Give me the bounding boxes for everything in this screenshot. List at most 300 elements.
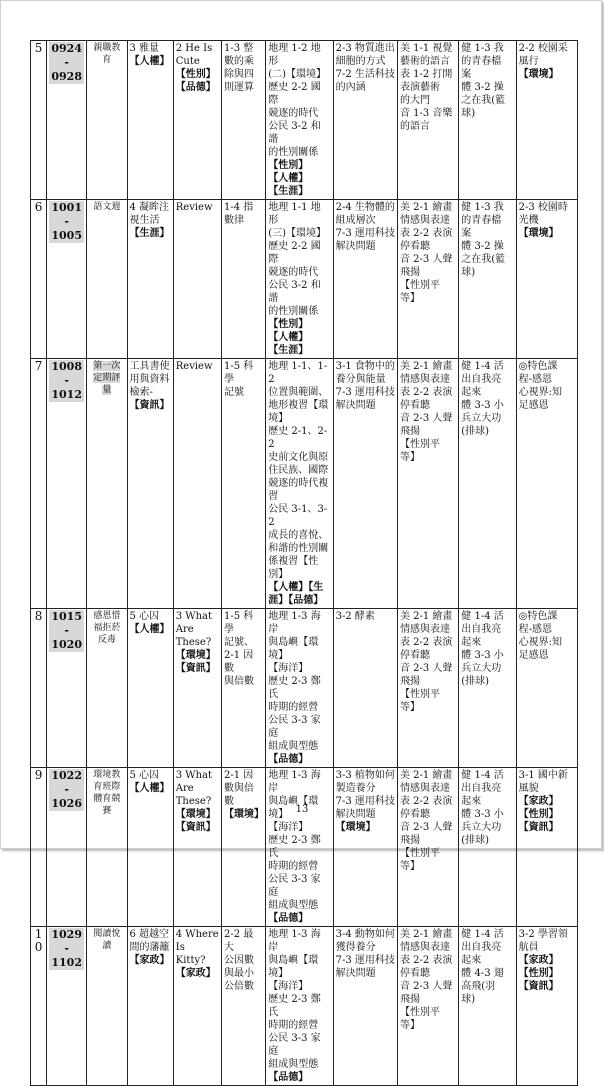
school-event: 感恩惜福拒菸反毒 bbox=[93, 611, 121, 645]
science-cell bbox=[333, 768, 397, 927]
integrative-unit-line: 3-1 國中新 bbox=[518, 770, 568, 781]
issue-tag: 【環境】 bbox=[518, 228, 559, 239]
social-unit-line: 位置與範圍、 bbox=[268, 387, 329, 398]
social-studies-cell bbox=[266, 200, 333, 359]
date-range-cell bbox=[47, 359, 87, 609]
arts-unit-line: 等】 bbox=[399, 861, 420, 872]
issue-tag: 【家政】 bbox=[175, 968, 216, 979]
school-event: 環境教育班際體育競賽 bbox=[93, 770, 121, 816]
math-unit-line: 除與四 bbox=[224, 69, 255, 80]
date-range-cell bbox=[47, 609, 87, 768]
issue-tag: 【性別】 bbox=[268, 319, 309, 330]
math-unit-line: 與最小 bbox=[224, 968, 255, 979]
social-unit-line: 公民 3-2 和諧 bbox=[268, 121, 321, 145]
math-unit-line: 1-5 科學 bbox=[224, 611, 254, 635]
date-range bbox=[49, 201, 84, 243]
health-unit-line: 球) bbox=[461, 994, 476, 1005]
social-unit-line: 歷史 2-1、2-2 bbox=[268, 426, 328, 450]
science-cell bbox=[333, 927, 397, 1086]
science-unit-line: 7-3 運用科技 bbox=[335, 228, 395, 239]
integrative-unit-line: 風貌 bbox=[518, 783, 539, 794]
english-cell bbox=[173, 609, 221, 768]
health-unit-line: 體 3-3 小 bbox=[461, 400, 504, 411]
social-unit-line: 【海洋】 bbox=[268, 822, 309, 833]
health-unit-line: 出自我亮 bbox=[461, 783, 502, 794]
social-unit-line: 組成與型態 bbox=[268, 741, 319, 752]
arts-unit-line: 停看聽 bbox=[399, 241, 430, 252]
arts-unit-line: 情感與表達 bbox=[399, 374, 450, 385]
science-unit-line: 3-4 動物如何 bbox=[335, 929, 395, 940]
table-body bbox=[31, 41, 578, 1086]
chinese-unit-line: 檢索- bbox=[129, 387, 153, 398]
date-end: 1020 bbox=[51, 638, 82, 651]
arts-unit-line: 表 1-2 打開 bbox=[399, 69, 453, 80]
health-unit-line: 健 1-4 活 bbox=[461, 611, 504, 622]
issue-tag: 【品德】 bbox=[268, 754, 309, 765]
health-unit-line: 體 3-3 小 bbox=[461, 650, 504, 661]
issue-tag: 【人權】 bbox=[129, 624, 170, 635]
health-pe-cell bbox=[459, 609, 516, 768]
social-studies-cell bbox=[266, 41, 333, 200]
date-range bbox=[49, 928, 84, 970]
health-unit-line: 起來 bbox=[461, 796, 482, 807]
social-studies-cell bbox=[266, 927, 333, 1086]
integrative-unit-line: ◎特色課 bbox=[518, 361, 558, 372]
arts-unit-line: 【性別平 bbox=[399, 689, 440, 700]
science-unit-line: 7-3 運用科技 bbox=[335, 796, 395, 807]
school-event-cell bbox=[87, 609, 127, 768]
arts-cell bbox=[397, 927, 458, 1086]
arts-unit-line: 音 2-3 人聲 bbox=[399, 663, 453, 674]
date-end: 1026 bbox=[51, 797, 82, 810]
science-unit-line: 7-2 生活科技 bbox=[335, 69, 395, 80]
health-unit-line: 球) bbox=[461, 267, 476, 278]
arts-unit-line: 音 2-3 人聲 bbox=[399, 981, 453, 992]
issue-tag: 【人權】 bbox=[268, 332, 309, 343]
arts-unit-line: 情感與表達 bbox=[399, 215, 450, 226]
science-unit-line: 3-1 食物中的 bbox=[335, 361, 395, 372]
issue-tag: 【人權】 bbox=[268, 173, 309, 184]
issue-tag: 【品德】 bbox=[175, 82, 216, 93]
arts-unit-line: 等】 bbox=[399, 1020, 420, 1031]
social-unit-line: 歷史 2-2 國際 bbox=[268, 82, 321, 106]
date-end: 1012 bbox=[51, 388, 82, 401]
science-unit-line: 7-3 運用科技 bbox=[335, 387, 395, 398]
english-unit-line: 3 What bbox=[175, 611, 213, 622]
science-unit-line: 2-3 物質進出 bbox=[335, 43, 395, 54]
health-unit-line: 健 1-4 活 bbox=[461, 929, 504, 940]
math-unit-line: 記號、 bbox=[224, 637, 255, 648]
health-unit-line: 的青春檔 bbox=[461, 56, 502, 67]
arts-unit-line: 飛揚 bbox=[399, 267, 420, 278]
science-unit-line: 2-4 生物體的 bbox=[335, 202, 395, 213]
social-unit-line: 與島嶼【環境】 bbox=[268, 955, 319, 979]
social-unit-line: 【海洋】 bbox=[268, 663, 309, 674]
social-unit-line: 競逐的時代 bbox=[268, 267, 319, 278]
chinese-unit-line: 5 心囚 bbox=[129, 770, 160, 781]
integrative-cell bbox=[516, 768, 577, 927]
arts-unit-line: 音 2-3 人聲 bbox=[399, 254, 453, 265]
date-start: 1001- bbox=[51, 201, 82, 228]
social-studies-cell bbox=[266, 609, 333, 768]
social-unit-line: 時期的經營 bbox=[268, 1020, 319, 1031]
arts-cell bbox=[397, 41, 458, 200]
english-unit-line: These? bbox=[175, 796, 212, 807]
social-unit-line: 與島嶼【環境】 bbox=[268, 796, 319, 820]
arts-unit-line: 表 2-2 表演 bbox=[399, 796, 453, 807]
chinese-unit-line: 5 心囚 bbox=[129, 611, 160, 622]
week-number-cell bbox=[31, 609, 47, 768]
arts-unit-line: 情感與表達 bbox=[399, 942, 450, 953]
issue-tag: 【環境】 bbox=[335, 822, 376, 833]
issue-tag: 【性別】 bbox=[268, 160, 309, 171]
social-unit-line: 公民 3-3 家庭 bbox=[268, 1033, 321, 1057]
social-unit-line: 歷史 2-3 鄭氏 bbox=[268, 835, 321, 859]
week-number: 9 bbox=[34, 768, 43, 782]
health-unit-line: 之在我(籃 bbox=[461, 254, 506, 265]
social-studies-cell bbox=[266, 359, 333, 609]
issue-tag: 涯】【品德】 bbox=[268, 595, 324, 606]
date-start: 1029- bbox=[51, 928, 82, 955]
date-range-cell bbox=[47, 927, 87, 1086]
date-range-cell bbox=[47, 41, 87, 200]
health-unit-line: 健 1-4 活 bbox=[461, 770, 504, 781]
social-unit-line: 地理 1-1 地形 bbox=[268, 202, 321, 226]
integrative-cell bbox=[516, 200, 577, 359]
english-unit-line: Review bbox=[175, 361, 213, 372]
math-unit-line: 記號 bbox=[224, 387, 245, 398]
week-number-cell bbox=[31, 927, 47, 1086]
arts-unit-line: 音 1-3 音樂 bbox=[399, 108, 453, 119]
math-unit-line: 2-2 最大 bbox=[224, 929, 254, 953]
english-unit-line: Review bbox=[175, 202, 213, 213]
science-unit-line: 7-3 運用科技 bbox=[335, 955, 395, 966]
science-unit-line: 養分與能量 bbox=[335, 374, 386, 385]
social-unit-line: 成長的喜悅、 bbox=[268, 530, 329, 541]
science-unit-line: 獲得養分 bbox=[335, 942, 376, 953]
math-unit-line: 數律 bbox=[224, 215, 245, 226]
social-unit-line: 公民 3-3 家庭 bbox=[268, 874, 321, 898]
science-unit-line: 組成層次 bbox=[335, 215, 376, 226]
english-cell bbox=[173, 768, 221, 927]
english-unit-line: 3 What bbox=[175, 770, 213, 781]
arts-unit-line: 停看聽 bbox=[399, 968, 430, 979]
chinese-cell bbox=[127, 359, 173, 609]
date-start: 1022- bbox=[51, 769, 82, 796]
integrative-unit-line: 光機 bbox=[518, 215, 539, 226]
science-cell bbox=[333, 609, 397, 768]
issue-tag: 【資訊】 bbox=[518, 822, 559, 833]
science-cell bbox=[333, 359, 397, 609]
date-range bbox=[49, 42, 84, 84]
arts-unit-line: 飛揚 bbox=[399, 835, 420, 846]
social-unit-line: 時期的經營 bbox=[268, 702, 319, 713]
health-unit-line: 健 1-4 活 bbox=[461, 361, 504, 372]
arts-unit-line: 飛揚 bbox=[399, 426, 420, 437]
table-row bbox=[31, 200, 578, 359]
week-number: 8 bbox=[34, 609, 43, 623]
date-start: 1015- bbox=[51, 610, 82, 637]
issue-tag: 【環境】 bbox=[175, 650, 216, 661]
integrative-unit-line: 航員 bbox=[518, 942, 539, 953]
chinese-cell bbox=[127, 609, 173, 768]
integrative-unit-line: ◎特色課 bbox=[518, 611, 558, 622]
integrative-unit-line: 心視界:知 bbox=[518, 637, 562, 648]
chinese-cell bbox=[127, 41, 173, 200]
date-range-cell bbox=[47, 200, 87, 359]
social-unit-line: 組成與型態 bbox=[268, 900, 319, 911]
health-unit-line: 起來 bbox=[461, 387, 482, 398]
science-unit-line: 解決問題 bbox=[335, 400, 376, 411]
arts-cell bbox=[397, 200, 458, 359]
social-unit-line: 地理 1-3 海岸 bbox=[268, 611, 321, 635]
table-row bbox=[31, 41, 578, 200]
issue-tag: 【環境】 bbox=[518, 69, 559, 80]
social-unit-line: 與島嶼【環境】 bbox=[268, 637, 319, 661]
school-event: 閱讀悅讀 bbox=[93, 929, 121, 951]
arts-unit-line: 等】 bbox=[399, 452, 420, 463]
math-unit-line: 1-4 指 bbox=[224, 202, 254, 213]
social-unit-line: 地理 1-2 地形 bbox=[268, 43, 321, 67]
arts-unit-line: 情感與表達 bbox=[399, 783, 450, 794]
school-event: 親職教育 bbox=[93, 43, 121, 65]
arts-unit-line: 表 2-2 表演 bbox=[399, 228, 453, 239]
arts-unit-line: 美 2-1 繪畫 bbox=[399, 929, 453, 940]
school-event: 第一次定期評量 bbox=[93, 361, 121, 395]
table-row bbox=[31, 359, 578, 609]
health-unit-line: 出自我亮 bbox=[461, 624, 502, 635]
science-unit-line: 的內涵 bbox=[335, 82, 366, 93]
arts-unit-line: 的語言 bbox=[399, 121, 430, 132]
science-unit-line: 解決問題 bbox=[335, 968, 376, 979]
social-unit-line: 地理 1-3 海岸 bbox=[268, 929, 321, 953]
school-event-cell bbox=[87, 359, 127, 609]
social-unit-line: 歷史 2-3 鄭氏 bbox=[268, 994, 321, 1018]
health-unit-line: 兵立大功 bbox=[461, 822, 502, 833]
arts-unit-line: 美 2-1 繪畫 bbox=[399, 361, 453, 372]
school-event-cell bbox=[87, 41, 127, 200]
integrative-cell bbox=[516, 927, 577, 1086]
issue-tag: 【家政】 bbox=[518, 955, 559, 966]
issue-tag: 【生涯】 bbox=[268, 186, 309, 197]
health-unit-line: 體 4-3 翅 bbox=[461, 968, 504, 979]
math-cell bbox=[222, 200, 266, 359]
social-unit-line: 組成與型態 bbox=[268, 1059, 319, 1070]
integrative-unit-line: 程-感恩 bbox=[518, 374, 552, 385]
health-unit-line: 高飛(羽 bbox=[461, 981, 496, 992]
math-unit-line: 數 bbox=[224, 796, 235, 807]
health-unit-line: 案 bbox=[461, 228, 472, 239]
chinese-unit-line: 用與資料 bbox=[129, 374, 170, 385]
integrative-cell bbox=[516, 41, 577, 200]
social-unit-line: 競逐的時代複 bbox=[268, 478, 329, 489]
chinese-unit-line: 工具書使 bbox=[129, 361, 170, 372]
arts-unit-line: 美 2-1 繪畫 bbox=[399, 202, 453, 213]
issue-tag: 【性別】 bbox=[518, 809, 559, 820]
arts-unit-line: 音 2-3 人聲 bbox=[399, 413, 453, 424]
arts-unit-line: 表 2-2 表演 bbox=[399, 387, 453, 398]
english-unit-line: Kitty? bbox=[175, 955, 206, 966]
arts-unit-line: 的大門 bbox=[399, 95, 430, 106]
issue-tag: 【資訊】 bbox=[175, 822, 216, 833]
arts-unit-line: 美 1-1 視覺 bbox=[399, 43, 453, 54]
arts-unit-line: 【性別平 bbox=[399, 1007, 440, 1018]
health-unit-line: 的青春檔 bbox=[461, 215, 502, 226]
social-unit-line: 境】 bbox=[268, 413, 289, 424]
school-event-cell bbox=[87, 768, 127, 927]
social-unit-line: (三)【環境】 bbox=[268, 228, 327, 239]
chinese-cell bbox=[127, 200, 173, 359]
math-cell bbox=[222, 609, 266, 768]
arts-unit-line: 飛揚 bbox=[399, 994, 420, 1005]
science-unit-line: 解決問題 bbox=[335, 809, 376, 820]
issue-tag: 【環境】 bbox=[175, 809, 216, 820]
arts-unit-line: 停看聽 bbox=[399, 400, 430, 411]
arts-cell bbox=[397, 359, 458, 609]
social-unit-line: 公民 3-3 家庭 bbox=[268, 715, 321, 739]
english-cell bbox=[173, 927, 221, 1086]
math-unit-line: 數與倍 bbox=[224, 783, 255, 794]
arts-unit-line: 美 2-1 繪畫 bbox=[399, 770, 453, 781]
english-cell bbox=[173, 200, 221, 359]
health-unit-line: 健 1-3 我 bbox=[461, 202, 504, 213]
math-cell bbox=[222, 927, 266, 1086]
health-unit-line: 出自我亮 bbox=[461, 942, 502, 953]
week-number-cell bbox=[31, 768, 47, 927]
social-unit-line: 和諧的性別關 bbox=[268, 543, 329, 554]
social-unit-line: 歷史 2-3 鄭氏 bbox=[268, 676, 321, 700]
integrative-unit-line: 心視界:知 bbox=[518, 387, 562, 398]
arts-unit-line: 【性別平 bbox=[399, 280, 440, 291]
integrative-unit-line: 2-2 校園采 bbox=[518, 43, 568, 54]
issue-tag: 【人權】 bbox=[129, 56, 170, 67]
integrative-unit-line: 足感恩 bbox=[518, 650, 549, 661]
math-unit-line: 與倍數 bbox=[224, 676, 255, 687]
health-unit-line: 健 1-3 我 bbox=[461, 43, 504, 54]
integrative-unit-line: 程-感恩 bbox=[518, 624, 552, 635]
issue-tag: 【性別】 bbox=[518, 968, 559, 979]
school-event-cell bbox=[87, 200, 127, 359]
social-unit-line: 時期的經營 bbox=[268, 861, 319, 872]
arts-unit-line: 表 2-2 表演 bbox=[399, 637, 453, 648]
social-unit-line: 【海洋】 bbox=[268, 981, 309, 992]
social-unit-line: 的性別關係 bbox=[268, 306, 319, 317]
arts-unit-line: 表演藝術 bbox=[399, 82, 440, 93]
issue-tag: 【人權】【生 bbox=[268, 582, 324, 593]
social-unit-line: 史前文化與原 bbox=[268, 452, 329, 463]
health-unit-line: 出自我亮 bbox=[461, 374, 502, 385]
issue-tag: 【環境】 bbox=[224, 809, 265, 820]
social-unit-line: 地理 1-3 海岸 bbox=[268, 770, 321, 794]
integrative-cell bbox=[516, 359, 577, 609]
arts-unit-line: 等】 bbox=[399, 702, 420, 713]
english-unit-line: Are bbox=[175, 783, 194, 794]
chinese-unit-line: 6 超越空 bbox=[129, 929, 170, 940]
week-number-cell bbox=[31, 200, 47, 359]
health-unit-line: 之在我(籃 bbox=[461, 95, 506, 106]
school-event-cell bbox=[87, 927, 127, 1086]
week-number: 7 bbox=[34, 359, 43, 373]
social-unit-line: 係複習【性別】 bbox=[268, 556, 319, 580]
arts-unit-line: 藝術的語言 bbox=[399, 56, 450, 67]
health-unit-line: 球) bbox=[461, 108, 476, 119]
arts-unit-line: 【性別平 bbox=[399, 848, 440, 859]
math-unit-line: 則運算 bbox=[224, 82, 255, 93]
health-pe-cell bbox=[459, 41, 516, 200]
chinese-cell bbox=[127, 768, 173, 927]
issue-tag: 【生涯】 bbox=[129, 228, 170, 239]
date-end: 0928 bbox=[51, 70, 82, 83]
math-unit-line: 1-5 科學 bbox=[224, 361, 254, 385]
health-unit-line: (排球) bbox=[461, 676, 490, 687]
issue-tag: 【家政】 bbox=[129, 955, 170, 966]
math-unit-line: 1-3 整 bbox=[224, 43, 254, 54]
date-start: 0924- bbox=[51, 42, 82, 69]
social-unit-line: 公民 3-1、3-2 bbox=[268, 504, 328, 528]
date-range bbox=[49, 610, 84, 652]
math-unit-line: 公因數 bbox=[224, 955, 255, 966]
arts-unit-line: 情感與表達 bbox=[399, 624, 450, 635]
date-end: 1005 bbox=[51, 229, 82, 242]
week-number-cell bbox=[31, 359, 47, 609]
math-cell bbox=[222, 41, 266, 200]
table-row bbox=[31, 768, 578, 927]
health-unit-line: 起來 bbox=[461, 637, 482, 648]
science-unit-line: 3-2 酵素 bbox=[335, 611, 375, 622]
school-event: 語文週 bbox=[93, 202, 121, 212]
health-pe-cell bbox=[459, 927, 516, 1086]
issue-tag: 【人權】 bbox=[129, 783, 170, 794]
chinese-unit-line: 4 凝眸注 bbox=[129, 202, 170, 213]
english-cell bbox=[173, 41, 221, 200]
chinese-unit-line: 3 雅量 bbox=[129, 43, 160, 54]
english-unit-line: Cute bbox=[175, 56, 200, 67]
science-unit-line: 製造養分 bbox=[335, 783, 376, 794]
social-unit-line: 住民族、國際 bbox=[268, 465, 329, 476]
arts-unit-line: 停看聽 bbox=[399, 650, 430, 661]
science-cell bbox=[333, 41, 397, 200]
health-unit-line: 起來 bbox=[461, 955, 482, 966]
integrative-unit-line: 3-2 學習領 bbox=[518, 929, 568, 940]
math-unit-line: 公倍數 bbox=[224, 981, 255, 992]
health-unit-line: 案 bbox=[461, 69, 472, 80]
social-unit-line: (二)【環境】 bbox=[268, 69, 327, 80]
date-range-cell bbox=[47, 768, 87, 927]
integrative-unit-line: 2-3 校園時 bbox=[518, 202, 568, 213]
arts-unit-line: 音 2-3 人聲 bbox=[399, 822, 453, 833]
english-unit-line: These? bbox=[175, 637, 212, 648]
integrative-cell bbox=[516, 609, 577, 768]
social-unit-line: 的性別關係 bbox=[268, 147, 319, 158]
social-unit-line: 公民 3-2 和諧 bbox=[268, 280, 321, 304]
week-number-cell bbox=[31, 41, 47, 200]
course-schedule-table bbox=[30, 40, 578, 1086]
social-unit-line: 競逐的時代 bbox=[268, 108, 319, 119]
english-cell bbox=[173, 359, 221, 609]
english-unit-line: 2 He Is bbox=[175, 43, 213, 54]
health-unit-line: 兵立大功 bbox=[461, 663, 502, 674]
arts-unit-line: 美 2-1 繪畫 bbox=[399, 611, 453, 622]
english-unit-line: 4 Where Is bbox=[175, 929, 219, 953]
social-unit-line: 習 bbox=[268, 491, 279, 502]
issue-tag: 【性別】 bbox=[175, 69, 216, 80]
chinese-unit-line: 間的藩籬 bbox=[129, 942, 170, 953]
health-unit-line: 體 3-2 操 bbox=[461, 241, 504, 252]
health-unit-line: 體 3-3 小 bbox=[461, 809, 504, 820]
issue-tag: 【品德】 bbox=[268, 913, 309, 924]
health-pe-cell bbox=[459, 359, 516, 609]
math-unit-line: 2-1 因數 bbox=[224, 650, 254, 674]
